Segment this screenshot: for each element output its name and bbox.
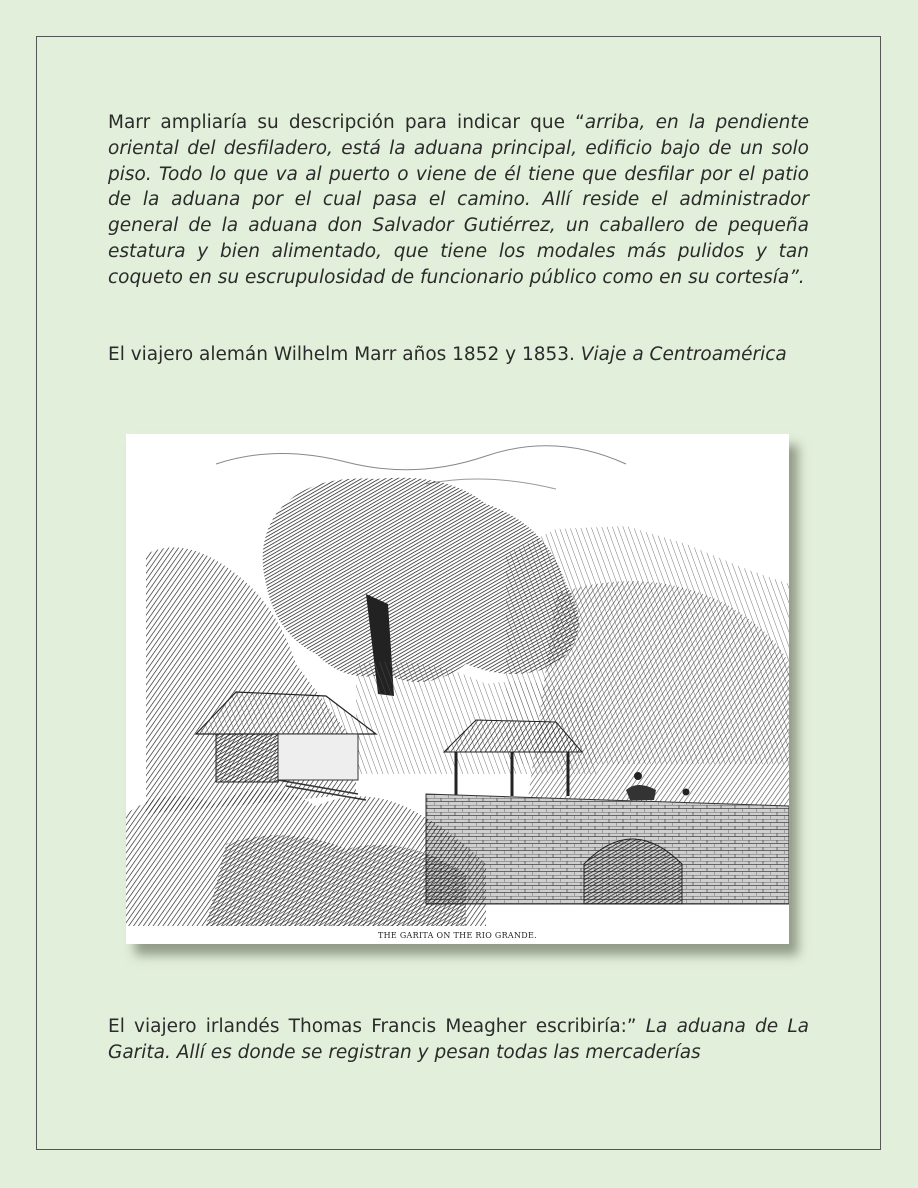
source-author: El viajero alemán Wilhelm Marr años 1852 y 1853. <box>108 344 581 365</box>
quoted-text: La aduana de La Garita. Allí es donde se registran y pesan todas las mercaderías <box>108 1016 809 1063</box>
engraving-caption: THE GARITA ON THE RIO GRANDE. <box>377 931 538 940</box>
source-title: Viaje a Centroamérica <box>580 344 787 365</box>
rider-figure <box>634 772 642 780</box>
paragraph-lead: Marr ampliaría su descripción para indicar que “ <box>108 112 585 133</box>
hut-wall-side <box>278 734 358 780</box>
hut-wall <box>216 734 278 782</box>
rider-figure <box>683 789 690 796</box>
engraving-drawing <box>126 434 789 926</box>
paragraph-marr-description <box>108 110 809 291</box>
paragraph-lead: El viajero irlandés Thomas Francis Meagher escribiría:” <box>108 1016 646 1037</box>
paragraph-meagher-quote <box>108 1014 809 1066</box>
quoted-text: arriba, en la pendiente oriental del desfiladero, está la aduana principal, edificio bajo de un solo piso. Todo lo que va al puerto o viene de él tiene que desfilar por el patio de la aduana por el cual pasa el camino. Allí reside el administrador general de la aduana don Salvador Gutiérrez, un caballero de pequeña estatura y bien alimentado, que tiene los modales más pulidos y tan coqueto en su escrupulosidad de funcionario público como en su cortesía”. <box>108 112 809 288</box>
engraving-illustration <box>126 434 789 944</box>
paragraph-source-reference <box>108 342 809 368</box>
